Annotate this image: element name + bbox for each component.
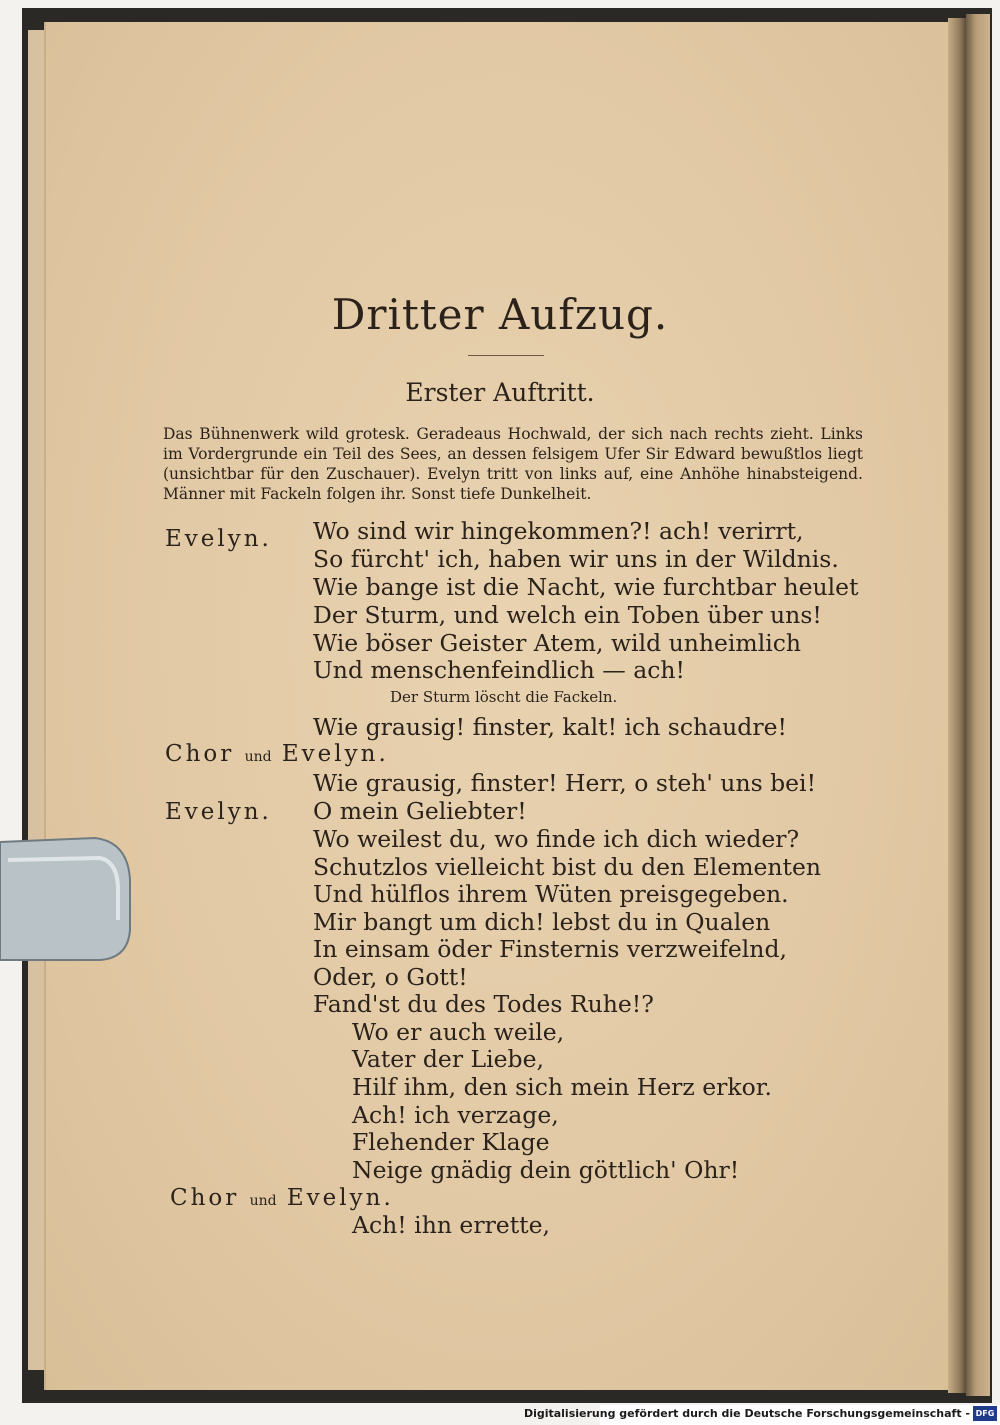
facing-page-edge (966, 14, 990, 1396)
verse-line: O mein Geliebter! (313, 797, 527, 825)
inline-stage-direction: Der Sturm löscht die Fackeln. (390, 688, 618, 706)
speaker-evelyn: Evelyn. (286, 1185, 394, 1211)
verse-line: Schutzlos vielleicht bist du den Elementen (313, 853, 822, 881)
verse-line: Wie grausig! finster, kalt! ich schaudre! (313, 713, 787, 741)
page-holder-clip (0, 820, 140, 970)
speaker-evelyn: Evelyn. (165, 799, 272, 825)
verse-line: Wo sind wir hingekommen?! ach! verirrt, (313, 517, 804, 545)
title-divider (468, 355, 544, 356)
dfg-logo: DFG (973, 1406, 997, 1421)
speaker-chor-und-evelyn (170, 1185, 394, 1211)
verse-line: Wie böser Geister Atem, wild unheimlich (313, 629, 802, 657)
speaker-evelyn: Evelyn. (281, 741, 389, 767)
stage-direction: Das Bühnenwerk wild grotesk. Geradeaus Hochwald, der sich nach rechts zieht. Links im Vordergrunde ein Teil des Sees, an dessen felsigem Ufer Sir Edward bewußtlos liegt (unsichtbar für den Zuschauer). Evelyn tritt von links auf, eine Anhöhe hinabsteigend. Männer mit Fackeln folgen ihr. Sonst tiefe Dunkelheit. (163, 425, 863, 503)
verse-line: Ach! ihn errette, (352, 1211, 550, 1239)
speaker-und: und (244, 749, 272, 765)
digitization-credit: Digitalisierung gefördert durch die Deutsche Forschungsgemeinschaft - (523, 1407, 970, 1420)
verse-line: Wo weilest du, wo finde ich dich wieder? (313, 825, 800, 853)
verse-line: Wie bange ist die Nacht, wie furchtbar heulet (313, 573, 859, 601)
verse-line: Und menschenfeindlich — ach! (313, 656, 685, 684)
verse-line: So fürcht' ich, haben wir uns in der Wildnis. (313, 545, 839, 573)
verse-line: Fand'st du des Todes Ruhe!? (313, 990, 654, 1018)
book-gutter (948, 18, 968, 1393)
verse-line: Hilf ihm, den sich mein Herz erkor. (352, 1073, 772, 1101)
verse-line: Und hülflos ihrem Wüten preisgegeben. (313, 880, 789, 908)
speaker-evelyn: Evelyn. (165, 526, 272, 552)
act-title: Dritter Aufzug. (331, 290, 669, 339)
speaker-chor: Chor (165, 741, 235, 767)
verse-line: Wo er auch weile, (352, 1018, 565, 1046)
verse-line: Flehender Klage (352, 1128, 550, 1156)
verse-line: Neige gnädig dein göttlich' Ohr! (352, 1156, 740, 1184)
speaker-chor-und-evelyn (165, 741, 389, 767)
verse-line: Ach! ich verzage, (352, 1101, 559, 1129)
verse-line: Oder, o Gott! (313, 963, 468, 991)
verse-line: In einsam öder Finsternis verzweifelnd, (313, 935, 787, 963)
verse-line: Wie grausig, finster! Herr, o steh' uns bei! (313, 769, 817, 797)
verse-line: Vater der Liebe, (352, 1045, 544, 1073)
scene-title: Erster Auftritt. (405, 378, 595, 407)
speaker-und: und (249, 1193, 277, 1209)
speaker-chor: Chor (170, 1185, 240, 1211)
verse-line: Der Sturm, und welch ein Toben über uns! (313, 601, 822, 629)
verse-line: Mir bangt um dich! lebst du in Qualen (313, 908, 771, 936)
